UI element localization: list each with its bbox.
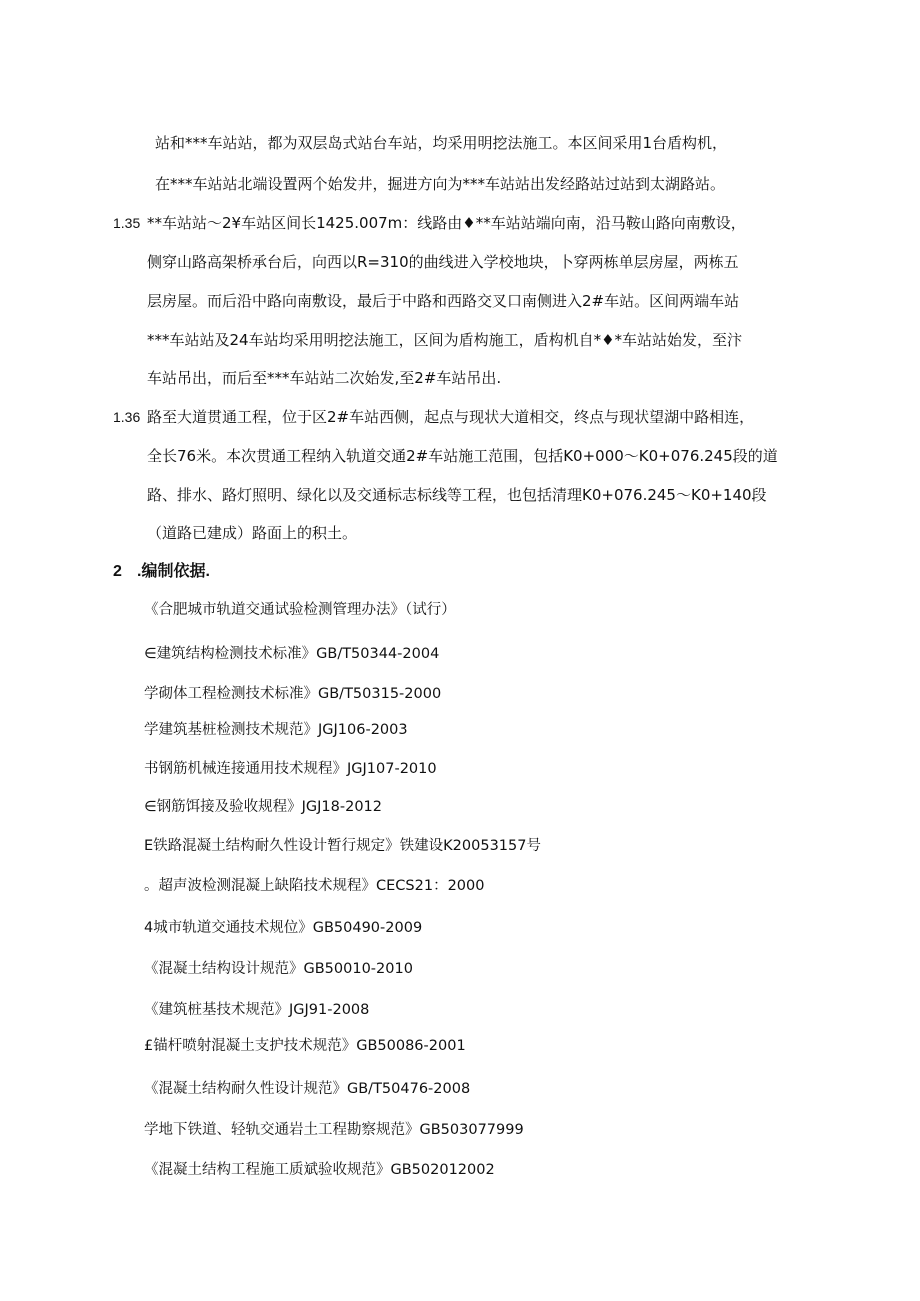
paragraph-line: 侧穿山路高架桥承台后，向西以R=310的曲线进入学校地块，卜穿两栋单层房屋，两栋五 (147, 253, 739, 271)
reference-item: 《混凝土结构耐久性设计规范》GB/T50476-2008 (144, 1081, 471, 1097)
reference-item: 4城市轨道交通技术规位》GB50490-2009 (144, 920, 423, 936)
paragraph-line: 路、排水、路灯照明、绿化以及交通标志标线等工程，也包括清理K0+076.245～K0+140段 (147, 486, 767, 504)
reference-item: E铁路混凝土结构耐久性设计暂行规定》铁建设K20053157号 (144, 838, 541, 854)
reference-item: 学地下铁道、轻轨交通岩土工程勘察规范》GB503077999 (144, 1122, 524, 1138)
section-title: .编制依据. (137, 563, 210, 580)
paragraph-line: 路至大道贯通工程，位于区2#车站西侧，起点与现状大道相交，终点与现状望湖中路相连， (147, 408, 755, 426)
paragraph-line: **车站站～2¥车站区间长1425.007m：线路由♦**车站站端向南，沿马鞍山路向南敷设， (147, 214, 746, 232)
item-number: 1.35 (113, 215, 141, 231)
reference-item: ∈钢筋饵接及验收规程》JGJ18-2012 (144, 799, 383, 815)
paragraph-line: ***车站站及24车站均采用明挖法施工，区间为盾构施工，盾构机自*♦*车站站始发，至汴 (147, 331, 743, 349)
reference-item: £锚杆喷射混凝土支护技术规范》GB50086-2001 (144, 1038, 466, 1054)
reference-item: 《合肥城市轨道交通试验检测管理办法》（试行） (144, 602, 456, 618)
paragraph-line: 在***车站站北端设置两个始发井，掘进方向为***车站站出发经路站过站到太湖路站。 (155, 175, 726, 193)
reference-item: 《混凝土结构设计规范》GB50010-2010 (144, 961, 413, 977)
reference-item: 学建筑基桩检测技术规范》JGJ106-2003 (144, 722, 408, 738)
reference-item: 书钢筋机械连接通用技术规程》JGJ107-2010 (144, 761, 437, 777)
reference-item: 。超声波检测混凝上缺陷技术规程》CECS21：2000 (144, 878, 485, 894)
paragraph-line: 车站吊出，而后至***车站站二次始发,至2#车站吊出. (147, 369, 502, 387)
section-number: 2 (113, 563, 122, 580)
paragraph-line: （道路已建成）路面上的积土。 (147, 524, 358, 542)
reference-item: 学砌体工程检测技术标准》GB/T50315-2000 (144, 686, 442, 702)
item-number: 1.36 (113, 409, 141, 425)
reference-item: ∈建筑结构检测技术标准》GB/T50344-2004 (144, 646, 440, 662)
paragraph-line: 层房屋。而后沿中路向南敷设，最后于中路和西路交叉口南侧进入2#车站。区间两端车站 (147, 292, 740, 310)
paragraph-line: 全长76米。本次贯通工程纳入轨道交通2#车站施工范围，包括K0+000～K0+076.245段的道 (147, 447, 778, 465)
section-heading (113, 561, 210, 583)
reference-item: 《建筑桩基技术规范》JGJ91-2008 (144, 1002, 370, 1018)
paragraph-line: 站和***车站站，都为双层岛式站台车站，均采用明挖法施工。本区间采用1台盾构机， (155, 134, 728, 152)
reference-item: 《混凝土结构工程施工质斌验收规范》GB502012002 (144, 1162, 495, 1178)
